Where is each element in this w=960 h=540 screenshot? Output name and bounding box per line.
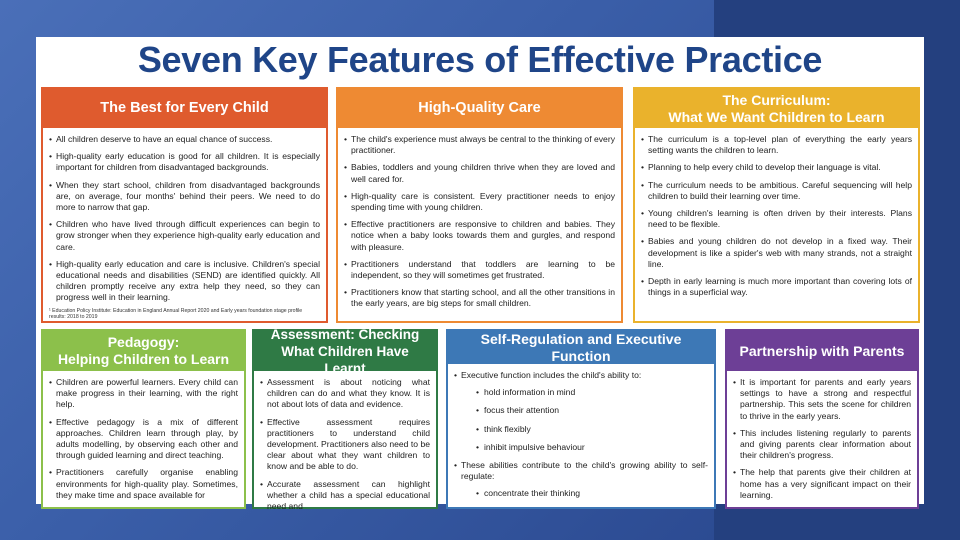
list-item: • Practitioners understand that toddlers are learning to be independent, so they will sometimes get frustrated. bbox=[344, 259, 615, 281]
poster-sheet bbox=[36, 37, 924, 512]
card-curriculum bbox=[633, 87, 920, 323]
card-heading-line2: Helping Children to Learn bbox=[57, 351, 230, 367]
list-item: • These abilities contribute to the child's growing ability to self-regulate: bbox=[454, 460, 708, 482]
list-subitem: • focus their attention bbox=[454, 405, 708, 416]
list-item: • Planning to help every child to develop their language is vital. bbox=[641, 162, 912, 173]
bullet-list bbox=[49, 377, 238, 501]
card-heading-text: The Best for Every Child bbox=[100, 100, 269, 116]
card-heading bbox=[338, 89, 621, 128]
card-assessment bbox=[252, 326, 438, 512]
card-heading-text: High-Quality Care bbox=[418, 100, 541, 116]
card-heading-line1: Pedagogy: bbox=[107, 334, 180, 350]
card-body bbox=[338, 128, 621, 310]
card-heading bbox=[727, 331, 917, 371]
card-body bbox=[635, 128, 918, 298]
list-item: • Children who have lived through difficult experiences can begin to grow stronger when they experience high-quality early education and care. bbox=[49, 219, 320, 253]
bullet-list bbox=[344, 134, 615, 310]
card-heading bbox=[254, 326, 436, 376]
list-item: • Children are powerful learners. Every child can make progress in their learning, with the right help. bbox=[49, 377, 238, 411]
list-item: • This includes listening regularly to parents and giving parents clear information about their children's progress. bbox=[733, 428, 911, 462]
list-item: • The curriculum is a top-level plan of everything the early years setting wants the children to learn. bbox=[641, 134, 912, 156]
list-item: • Practitioners carefully organise enabling environments for high-quality play. Sometimes, they make time and space available for bbox=[49, 467, 238, 501]
bullet-list bbox=[49, 134, 320, 304]
list-item: • All children deserve to have an equal chance of success. bbox=[49, 134, 320, 145]
card-heading-line1: Assessment: Checking bbox=[270, 326, 420, 342]
list-item: • When they start school, children from disadvantaged backgrounds are, on average, four months' behind their peers. We need to do more to narrow that gap. bbox=[49, 180, 320, 214]
list-item: • Effective assessment requires practitioners to understand child development. Practitioners also need to be clear about what they want children to know and be able to do. bbox=[260, 417, 430, 473]
card-body bbox=[43, 371, 244, 501]
bullet-list bbox=[260, 377, 430, 512]
card-body bbox=[727, 371, 917, 501]
card-pedagogy bbox=[41, 329, 246, 509]
list-item: • Executive function includes the child's ability to: bbox=[454, 370, 708, 381]
card-heading-text: Partnership with Parents bbox=[739, 342, 905, 359]
footnote: ¹ Education Policy Institute: Education in England Annual Report 2020 and Early years foundation stage profile results: 2018 to 2019 bbox=[49, 307, 303, 320]
card-heading-line1: The Curriculum: bbox=[722, 91, 831, 108]
list-item: • High-quality early education and care is inclusive. Children's special educational needs and disabilities (SEND) are identified quickly. All children promptly receive any extra help they need, so they can progress well in their learning. bbox=[49, 259, 320, 304]
list-item: • It is important for parents and early years settings to have a strong and respectful partnership. This sets the scene for children to thrive in the early years. bbox=[733, 377, 911, 422]
bullet-list bbox=[733, 377, 911, 501]
card-high-quality-care bbox=[336, 87, 623, 323]
list-item: • Babies and young children do not develop in a fixed way. Their development is like a spider's web with many strands, not a straight line. bbox=[641, 236, 912, 270]
bullet-list bbox=[641, 134, 912, 298]
card-heading-line2: What We Want Children to Learn bbox=[668, 108, 885, 125]
card-body bbox=[43, 128, 326, 320]
list-item: • Practitioners know that starting school, and all the other transitions in the early years, are big steps for small children. bbox=[344, 287, 615, 309]
list-item: • Babies, toddlers and young children thrive when they are loved and well cared for. bbox=[344, 162, 615, 184]
list-item: • Assessment is about noticing what children can do and what they know. It is not about lots of data and evidence. bbox=[260, 377, 430, 411]
list-item: • The help that parents give their children at home has a very significant impact on their learning. bbox=[733, 467, 911, 501]
card-partnership-with-parents bbox=[725, 329, 919, 509]
card-self-regulation bbox=[446, 329, 716, 509]
list-item: • High-quality care is consistent. Every practitioner needs to enjoy spending time with young children. bbox=[344, 191, 615, 213]
list-item: • High-quality early education is good for all children. It is especially important for children from disadvantaged backgrounds. bbox=[49, 151, 320, 173]
list-subitem: • inhibit impulsive behaviour bbox=[454, 442, 708, 453]
card-heading-text: Self-Regulation and Executive Function bbox=[480, 330, 682, 364]
card-body bbox=[254, 371, 436, 512]
card-heading bbox=[448, 331, 714, 364]
card-best-for-every-child bbox=[41, 87, 328, 323]
card-body bbox=[448, 364, 714, 500]
list-item: • The curriculum needs to be ambitious. Careful sequencing will help children to build their learning over time. bbox=[641, 180, 912, 202]
list-subitem: • think flexibly bbox=[454, 424, 708, 435]
list-item: • Effective pedagogy is a mix of different approaches. Children learn through play, by adults modelling, by observing each other and through guided learning and direct teaching. bbox=[49, 417, 238, 462]
list-item: • The child's experience must always be central to the thinking of every practitioner. bbox=[344, 134, 615, 156]
page-title: Seven Key Features of Effective Practice bbox=[137, 39, 823, 80]
card-heading-line2: What Children Have Learnt bbox=[281, 343, 409, 376]
list-subitem: • concentrate their thinking bbox=[454, 488, 708, 499]
list-item: • Effective practitioners are responsive to children and babies. They notice when a baby looks towards them and gurgles, and respond with pleasure. bbox=[344, 219, 615, 253]
bullet-list bbox=[454, 370, 708, 500]
list-item: • Young children's learning is often driven by their interests. Plans need to be flexible. bbox=[641, 208, 912, 230]
card-heading bbox=[43, 331, 244, 371]
list-item: • Depth in early learning is much more important than covering lots of things in a superficial way. bbox=[641, 276, 912, 298]
card-heading bbox=[635, 89, 918, 128]
list-item: • Accurate assessment can highlight whether a child has a special educational need and bbox=[260, 479, 430, 513]
card-heading bbox=[43, 89, 326, 128]
list-subitem: • hold information in mind bbox=[454, 387, 708, 398]
